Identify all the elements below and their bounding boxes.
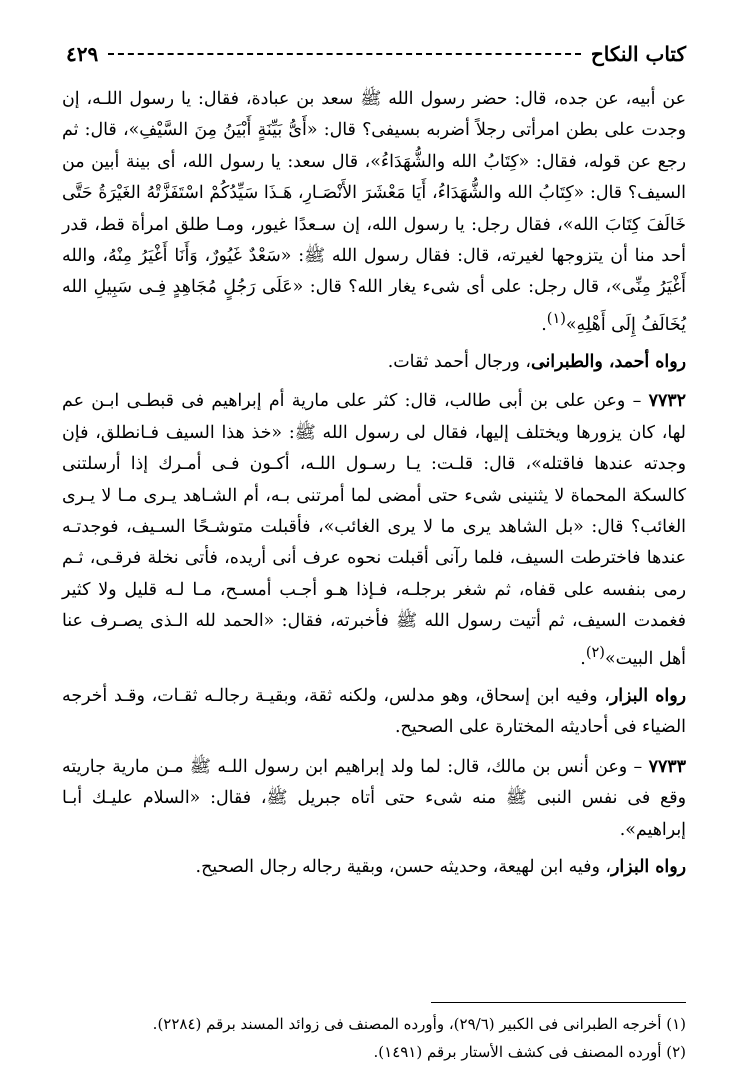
main-text [62, 84, 686, 883]
narration-source: رواه البزار [609, 685, 686, 706]
footnote-ref-2: (٢) [585, 644, 605, 661]
narration-text: ، وفيه ابن إسحاق، وهو مدلس، ولكنه ثقة، وبقيـة رجالـه ثقـات، وقـد أخرجه الضياء فى أحاديثه المختارة على الصحيح. [62, 685, 686, 738]
hadith-number: ٧٧٣٣ [648, 756, 686, 777]
footnote-1: (١) أخرجه الطبرانى فى الكبير (٢٩/٦)، وأورده المصنف فى زوائد المسند برقم (٢٢٨٤). [152, 1015, 686, 1033]
punctuation: . [541, 314, 547, 335]
hadith-continuation [62, 84, 686, 341]
narration-source: رواه أحمد، والطبرانى [530, 352, 686, 373]
hadith-text: عن أبيه، عن جده، قال: حضر رسول الله ﷺ سعد بن عبادة، فقال: يا رسول اللـه، إن وجدت على بطن امرأتى رجلاً أضربه بسيفى؟ قال: «أَىُّ بَيِّنَةٍ أَبْيَنُ مِنَ السَّيْفِ»، قال: ثم رجع عن قوله، فقال: «كِتَابُ الله والشُّهَدَاءُ»، قال سعد: يا رسول الله، أى بينة أبين من السيف؟ قال: «كِتَابُ الله والشُّهَدَاءُ، أَيَا مَعْشَرَ الأَنْصَـارِ، هَـذَا سَيِّدُكُمْ اسْتَفَزَّتْهُ الغَيْرَةُ حَتَّى خَالَفَ كِتَابَ الله»، فقال رجل: يا رسول الله، إن سـعدًا غيور، ومـا طلق امرأة قط، قدر أحد منا أن يتزوجها لغيرته، قال: فقال رسول الله ﷺ: «سَعْدٌ غَيُورٌ، وَأَنَا أَغْيَرُ مِنْهُ، والله أَغْيَرُ مِنِّى»، قال رجل: على أى شىء يغار الله؟ قال: «عَلَى رَجُلٍ مُجَاهِدٍ فِـى سَبِيلِ الله يُخَالَفُ إِلَى أَهْلِهِ» [62, 89, 686, 335]
running-header [66, 40, 686, 68]
page-number: ٤٢٩ [66, 42, 99, 66]
chapter-title: كتاب النكاح [590, 42, 686, 66]
footnote-ref-1: (١) [546, 310, 566, 327]
narration-note [62, 347, 686, 378]
hadith-entry [62, 752, 686, 846]
footnote-2: (٢) أورده المصنف فى كشف الأستار برقم (١٤٩١). [373, 1043, 686, 1061]
hadith-number: ٧٧٣٢ [648, 391, 686, 412]
narration-note [62, 681, 686, 744]
hadith-entry [62, 386, 686, 674]
narration-text: ، ورجال أحمد ثقات. [387, 352, 531, 373]
narration-text: ، وفيه ابن لهيعة، وحديثه حسن، وبقية رجاله رجال الصحيح. [195, 856, 611, 877]
footnote-separator [431, 1002, 686, 1003]
punctuation: . [580, 648, 586, 669]
narration-source: رواه البزار [611, 856, 686, 877]
narration-note [62, 852, 686, 883]
hadith-text: – وعن أنس بن مالك، قال: لما ولد إبراهيم ابن رسول اللـه ﷺ مـن مارية جاريته وقع فى نفس النبى ﷺ منه شىء حتى أتاه جبريل ﷺ، فقال: «السلام عليـك أبـا إبراهيم». [62, 756, 686, 840]
header-dashed-rule [108, 53, 581, 55]
footnotes [62, 1010, 686, 1066]
hadith-text: – وعن على بن أبى طالب، قال: كثر على مارية أم إبراهيم فى قبطـى ابـن عم لها، كان يزورها ويختلف إليها، فقال لى رسول الله ﷺ: «خذ هذا السيف فـانطلق، فإن وجدته عندها فاقتله»، قال: قلـت: يـا رسـول اللـه، أكـون فـى أمـرك إذا أرسلتنى كالسكة المحماة لا يثنينى شىء حتى أمضى لما أمرتنى بـه، أم الشـاهد يـرى مـا لا يـرى الغائب؟ قال: «بل الشاهد يرى ما لا يرى الغائب»، فأقبلت متوشـحًا السـيف، فوجدتـه عندها فاخترطت السيف، فلما رآنى أقبلت نحوه عرف أنى أريده، فأتى نخلة فرقـى، ثـم رمى بنفسه على قفاه، ثم شغر برجلـه، فـإذا هـو أجـب أمسـح، مـا لـه قليل ولا كثير فغمدت السيف، ثم أتيت رسول الله ﷺ فأخبرته، فقال: «الحمد لله الـذى يصـرف عنا أهل البيت» [62, 391, 686, 669]
